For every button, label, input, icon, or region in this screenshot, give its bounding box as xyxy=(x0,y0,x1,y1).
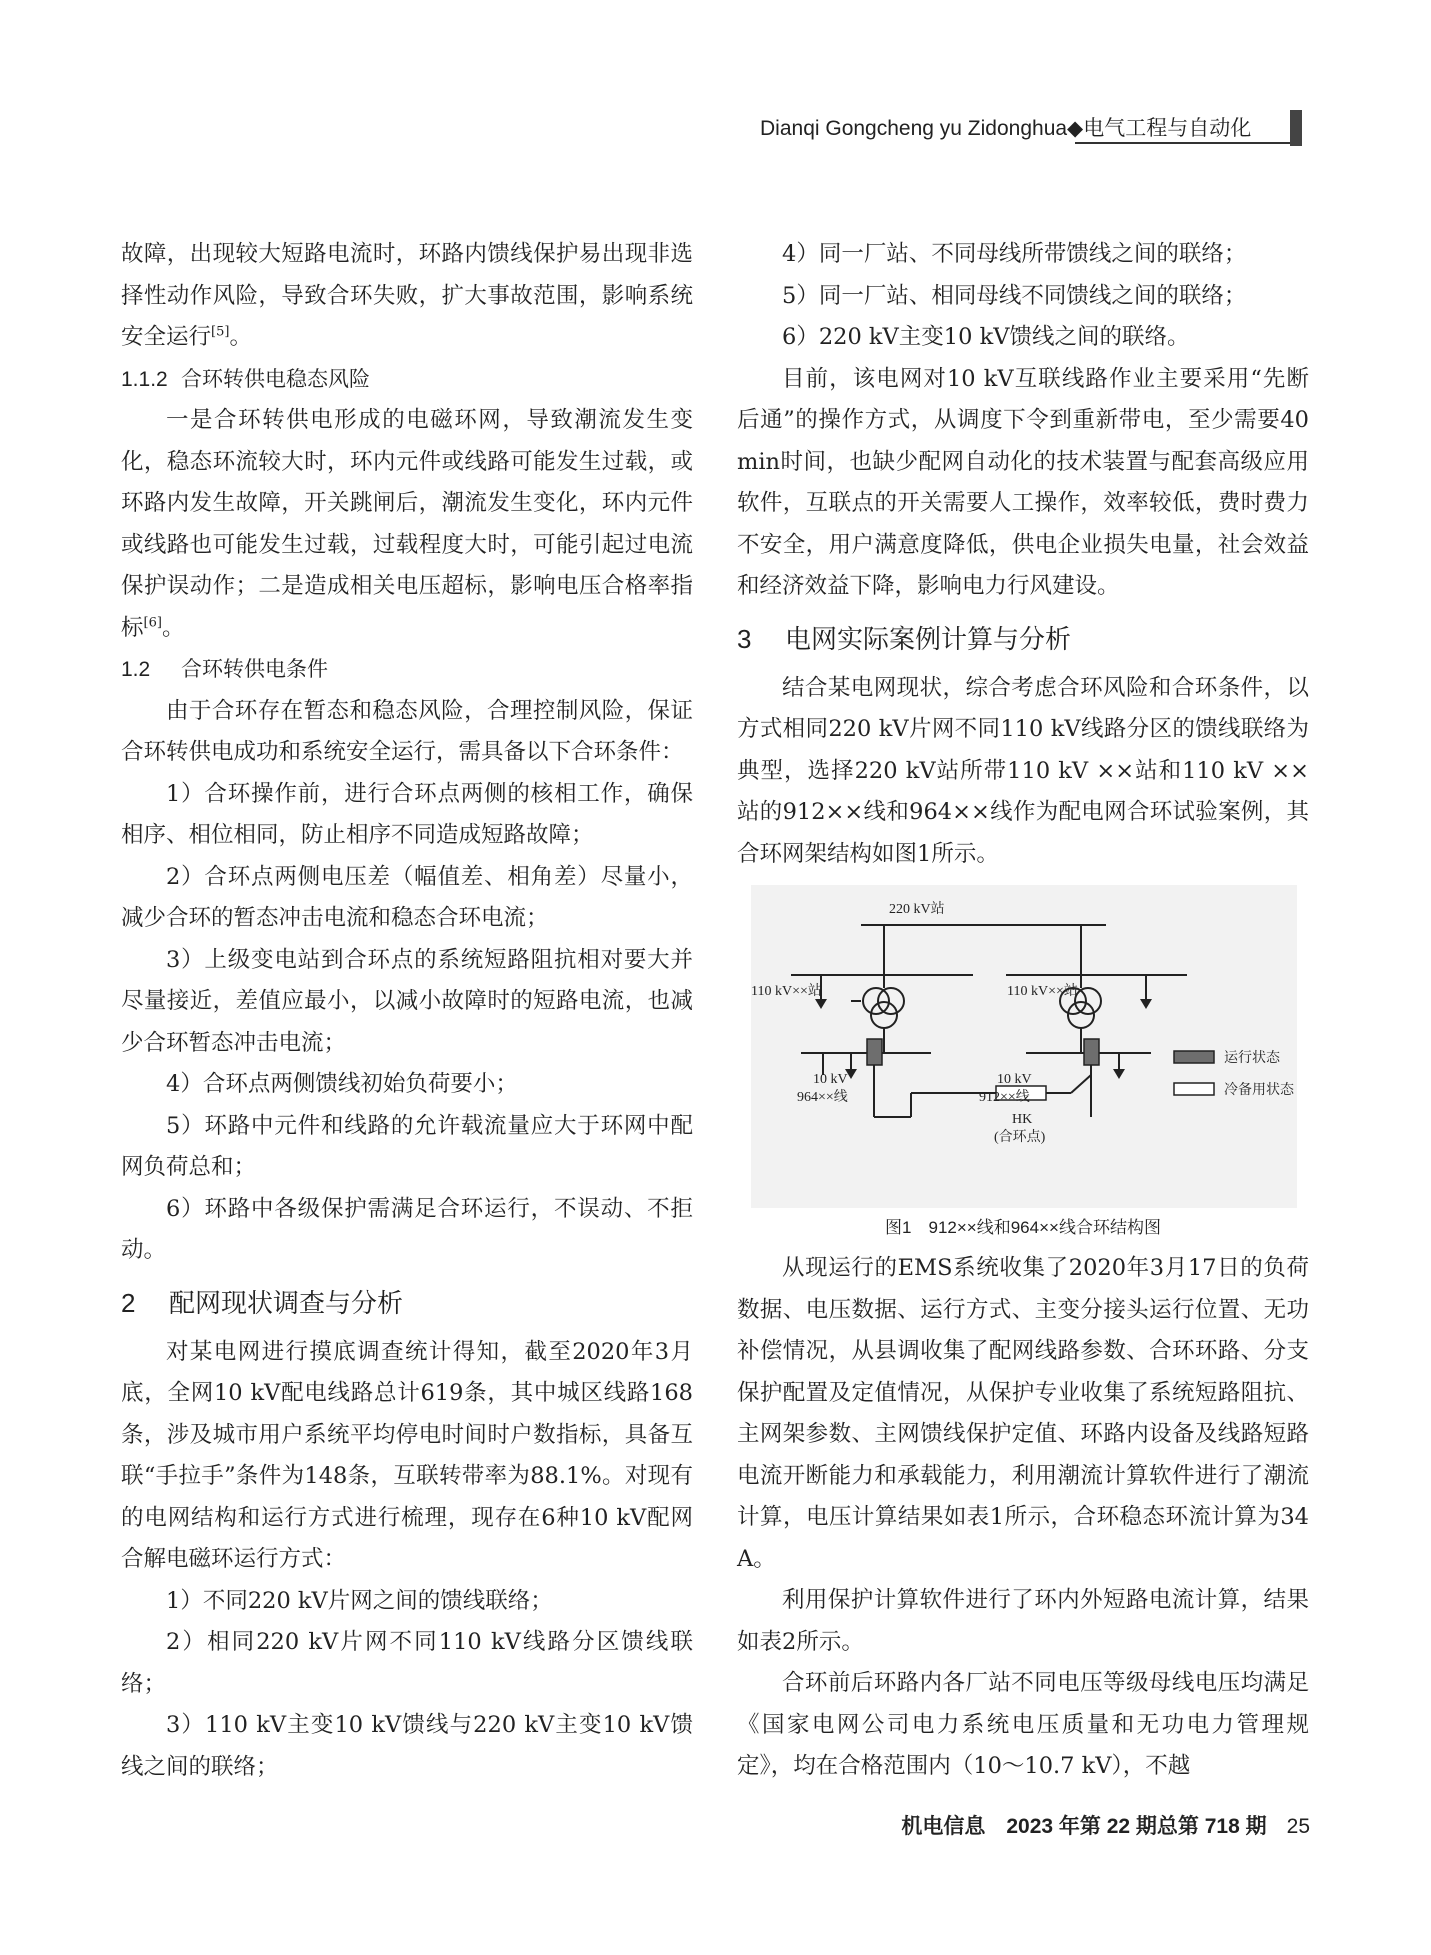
paragraph-text: 4）同一厂站、不同母线所带馈线之间的联络； xyxy=(782,241,1247,267)
figure-hk-note: (合环点) xyxy=(994,1130,1046,1145)
paragraph-text: 6）220 kV主变10 kV馈线之间的联络。 xyxy=(782,324,1190,350)
paragraph-text: 合环前后环路内各厂站不同电压等级母线电压均满足《国家电网公司电力系统电压质量和无功电力管理规定》，均在合格范围内（10～10.7 kV），不越 xyxy=(737,1670,1309,1779)
body-paragraph xyxy=(121,234,693,359)
subsection-title: 合环转供电稳态风险 xyxy=(181,367,370,391)
paragraph-text: 利用保护计算软件进行了环内外短路电流计算，结果如表2所示。 xyxy=(737,1587,1309,1655)
left-column xyxy=(121,234,693,1788)
paragraph-text: 1）不同220 kV片网之间的馈线联络； xyxy=(166,1587,553,1614)
legend-running-swatch xyxy=(1174,1051,1214,1063)
section-title: 配网现状调查与分析 xyxy=(169,1287,404,1318)
paragraph-text: 故障，出现较大短路电流时，环路内馈线保护易出现非选择性动作风险，导致合环失败，扩大事故范围，影响系统安全运行 xyxy=(121,241,693,350)
figure-220kv-label: 220 kV站 xyxy=(889,902,945,917)
citation-ref: [5] xyxy=(211,324,230,340)
body-paragraph xyxy=(737,317,1309,359)
section-heading xyxy=(737,616,1309,662)
figure-right-line-voltage: 10 kV xyxy=(997,1072,1032,1087)
body-paragraph xyxy=(121,1064,693,1106)
body-paragraph xyxy=(121,1705,693,1788)
paragraph-text: 1）合环操作前，进行合环点两侧的核相工作，确保相序、相位相同，防止相序不同造成短路故障； xyxy=(121,780,693,848)
body-paragraph xyxy=(121,1581,693,1623)
figure-1 xyxy=(751,885,1297,1208)
paragraph-text: 5）环路中元件和线路的允许载流量应大于环网中配网负荷总和； xyxy=(121,1112,693,1180)
body-paragraph xyxy=(121,1332,693,1581)
right-column-bottom xyxy=(737,1248,1309,1788)
paragraph-text: 对某电网进行摸底调查统计得知，截至2020年3月底，全网10 kV配电线路总计619条，其中城区线路168条，涉及城市用户系统平均停电时间时户数指标，具备互联“手拉手”条件为148条，互联转带率为88.1%。对现有的电网结构和运行方式进行梳理，现存在6种10 kV配网合解电磁环运行方式： xyxy=(121,1338,693,1572)
paragraph-text: 由于合环存在暂态和稳态风险，合理控制风险，保证合环转供电成功和系统安全运行，需具备以下合环条件： xyxy=(121,697,693,765)
figure-left-line-name: 964××线 xyxy=(797,1090,848,1105)
body-paragraph xyxy=(121,940,693,1065)
body-paragraph xyxy=(737,1663,1309,1788)
paragraph-end: 。 xyxy=(229,324,252,350)
paragraph-text: 目前，该电网对10 kV互联线路作业主要采用“先断后通”的操作方式，从调度下令到重新带电，至少需要40 min时间，也缺少配网自动化的技术装置与配套高级应用软件，互联点的开关需要人工操作，效率较低，费时费力不安全，用户满意度降低，供电企业损失电量，社会效益和经济效益下降，影响电力行风建设。 xyxy=(737,365,1309,599)
figure-right-station-label: 110 kV××站 xyxy=(1007,984,1078,999)
paragraph-text: 2）合环点两侧电压差（幅值差、相角差）尽量小，减少合环的暂态冲击电流和稳态合环电流； xyxy=(121,863,693,931)
paragraph-text: 4）合环点两侧馈线初始负荷要小； xyxy=(166,1071,518,1097)
body-paragraph xyxy=(737,359,1309,608)
legend-standby-swatch xyxy=(1174,1083,1214,1095)
paragraph-text: 6）环路中各级保护需满足合环运行，不误动、不拒动。 xyxy=(121,1195,693,1263)
body-paragraph xyxy=(737,1580,1309,1663)
section-title: 电网实际案例计算与分析 xyxy=(785,623,1072,654)
figure-caption: 图1 912××线和964××线合环结构图 xyxy=(885,1218,1161,1237)
body-paragraph xyxy=(737,668,1309,876)
body-paragraph xyxy=(121,1622,693,1705)
paragraph-text: 3）110 kV主变10 kV馈线与220 kV主变10 kV馈线之间的联络； xyxy=(121,1712,693,1780)
right-column-top xyxy=(737,234,1309,875)
subsection-title: 合环转供电条件 xyxy=(181,658,328,681)
subsection-heading xyxy=(121,359,693,401)
paragraph-text: 3）上级变电站到合环点的系统短路阻抗相对要大并尽量接近，差值应最小，以减小故障时的短路电流，也减少合环暂态冲击电流； xyxy=(121,946,693,1056)
paragraph-text: 一是合环转供电形成的电磁环网，导致潮流发生变化，稳态环流较大时，环内元件或线路可能发生过载，或环路内发生故障，开关跳闸后，潮流发生变化，环内元件或线路也可能发生过载，过载程度大时，可能引起过电流保护误动作；二是造成相关电压超标，影响电压合格率指标 xyxy=(121,407,693,641)
body-paragraph xyxy=(121,1189,693,1272)
figure-left-line-voltage: 10 kV xyxy=(813,1072,848,1087)
paragraph-text: 5）同一厂站、相同母线不同馈线之间的联络； xyxy=(782,282,1247,309)
legend-running-label: 运行状态 xyxy=(1224,1051,1280,1066)
subsection-heading xyxy=(121,649,693,691)
paragraph-text: 结合某电网现状，综合考虑合环风险和合环条件，以方式相同220 kV片网不同110 kV线路分区的馈线联络为典型，选择220 kV站所带110 kV ××站和110 kV ××站的912××线和964××线作为配电网合环试验案例，其合环网架结构如图1所示。 xyxy=(737,674,1309,867)
paragraph-end: 。 xyxy=(161,614,185,641)
citation-ref: [6] xyxy=(143,615,162,630)
figure-hk-label: HK xyxy=(1012,1112,1033,1127)
header-bar xyxy=(1290,110,1302,146)
body-paragraph xyxy=(121,857,693,940)
running-header: Dianqi Gongcheng yu Zidonghua◆电气工程与自动化 xyxy=(760,117,1252,140)
footer-journal-info: 机电信息 2023 年第 22 期总第 718 期 xyxy=(901,1815,1267,1838)
paragraph-text: 2）相同220 kV片网不同110 kV线路分区馈线联络； xyxy=(121,1629,693,1697)
figure-left-station-label: 110 kV××站 xyxy=(751,984,822,999)
subsection-number: 1.1.2 xyxy=(121,367,168,391)
body-paragraph xyxy=(737,234,1309,276)
figure-right-line-name: 912××线 xyxy=(979,1090,1030,1105)
body-paragraph xyxy=(121,400,693,649)
section-number: 3 xyxy=(737,623,752,654)
right-column xyxy=(737,234,1309,1788)
section-heading xyxy=(121,1280,693,1326)
section-number: 2 xyxy=(121,1287,136,1318)
page-footer xyxy=(901,1810,1310,1840)
page-number: 25 xyxy=(1286,1815,1310,1838)
circuit-diagram xyxy=(751,885,1297,1208)
legend-standby-label: 冷备用状态 xyxy=(1224,1083,1294,1098)
body-paragraph xyxy=(737,276,1309,318)
paragraph-text: 从现运行的EMS系统收集了2020年3月17日的负荷数据、电压数据、运行方式、主变分接头运行位置、无功补偿情况，从县调收集了配网线路参数、合环环路、分支保护配置及定值情况，从保护专业收集了系统短路阻抗、主网架参数、主网馈线保护定值、环路内设备及线路短路电流开断能力和承载能力，利用潮流计算软件进行了潮流计算，电压计算结果如表1所示，合环稳态环流计算为34 A。 xyxy=(737,1255,1309,1572)
body-paragraph xyxy=(121,1106,693,1189)
body-paragraph xyxy=(737,1248,1309,1580)
body-paragraph xyxy=(121,691,693,774)
subsection-number: 1.2 xyxy=(121,658,151,681)
header-rule xyxy=(1075,142,1300,144)
body-paragraph xyxy=(121,774,693,857)
